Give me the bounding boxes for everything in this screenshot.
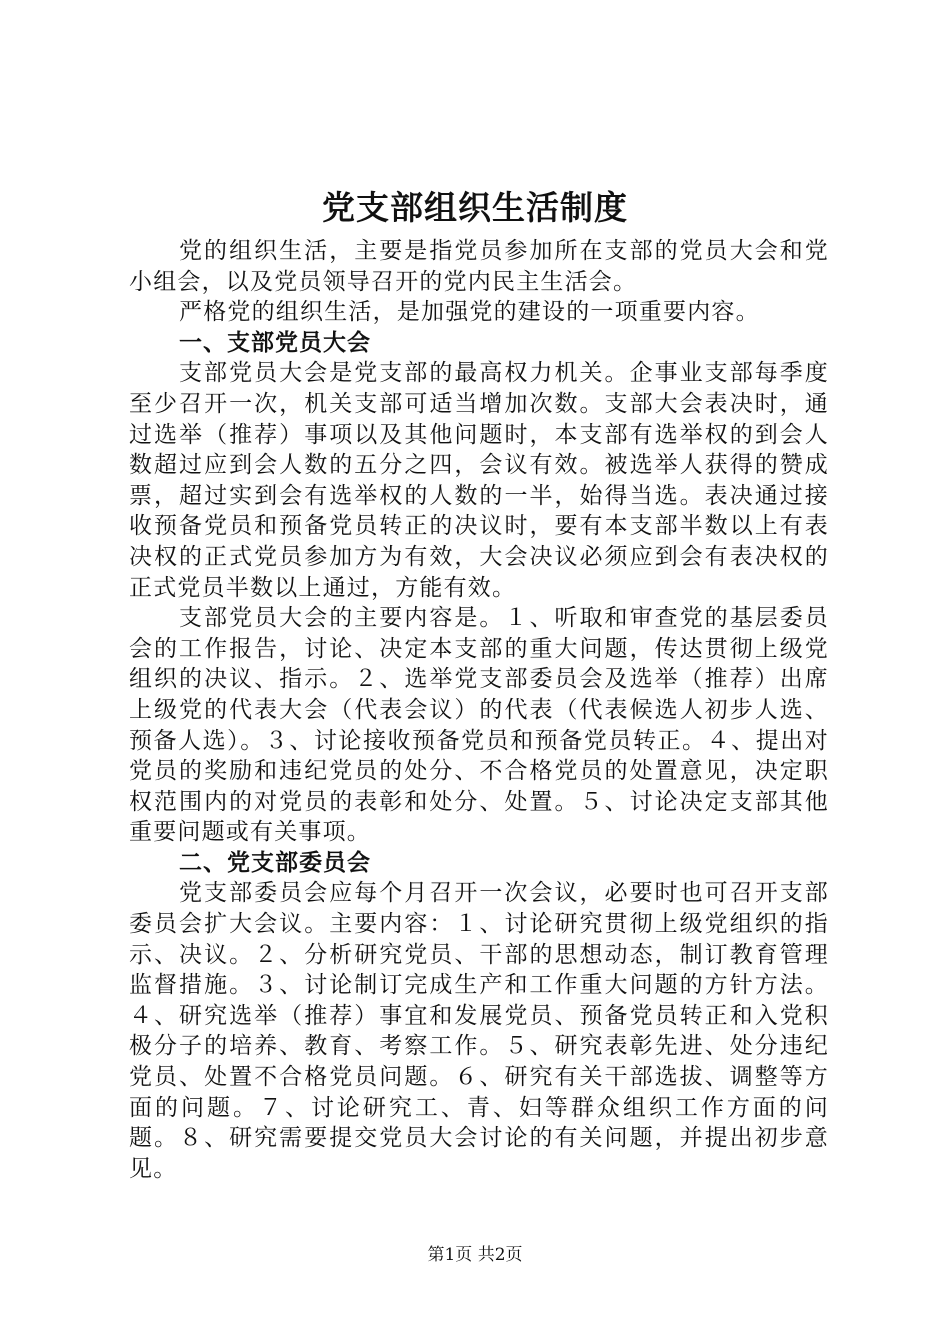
section-paragraph: 党支部委员会应每个月召开一次会议，必要时也可召开支部委员会扩大会议。主要内容：１、讨论研究贯彻上级党组织的指示、决议。２、分析研究党员、干部的思想动态，制订教育管理监督措施。３、讨论制订完成生产和工作重大问题的方针方法。４、研究选举（推荐）事宜和发展党员、预备党员转正和入党积极分子的培养、教育、考察工作。５、研究表彰先进、处分违纪党员、处置不合格党员问题。６、研究有关干部选拔、调整等方面的问题。７、讨论研究工、青、妇等群众组织工作方面的问题。８、研究需要提交党员大会讨论的有关问题，并提出初步意见。 — [129, 880, 829, 1182]
intro-paragraph: 严格党的组织生活，是加强党的建设的一项重要内容。 — [179, 299, 760, 326]
page-number-footer: 第1页 共2页 — [427, 1245, 523, 1265]
section-paragraph: 支部党员大会的主要内容是。１、听取和审查党的基层委员会的工作报告，讨论、决定本支部的重大问题，传达贯彻上级党组织的决议、指示。２、选举党支部委员会及选举（推荐）出席上级党的代表大会（代表会议）的代表（代表候选人初步人选、预备人选）。３、讨论接收预备党员和预备党员转正。４、提出对党员的奖励和违纪党员的处分、不合格党员的处置意见，决定职权范围内的对党员的表彰和处分、处置。５、讨论决定支部其他重要问题或有关事项。 — [129, 605, 829, 846]
section-heading: 二、党支部委员会 — [179, 848, 371, 876]
section-paragraph: 支部党员大会是党支部的最高权力机关。企事业支部每季度至少召开一次，机关支部可适当增加次数。支部大会表决时，通过选举（推荐）事项以及其他问题时，本支部有选举权的到会人数超过应到会人数的五分之四，会议有效。被选举人获得的赞成票，超过实到会有选举权的人数的一半，始得当选。表决通过接收预备党员和预备党员转正的决议时，要有本支部半数以上有表决权的正式党员参加方为有效，大会决议必须应到会有表决权的正式党员半数以上通过，方能有效。 — [129, 360, 829, 601]
intro-paragraph: 党的组织生活，主要是指党员参加所在支部的党员大会和党小组会，以及党员领导召开的党内民主生活会。 — [129, 238, 829, 295]
document-title: 党支部组织生活制度 — [322, 188, 628, 227]
document-body — [129, 236, 829, 1184]
section-heading: 一、支部党员大会 — [179, 328, 371, 356]
